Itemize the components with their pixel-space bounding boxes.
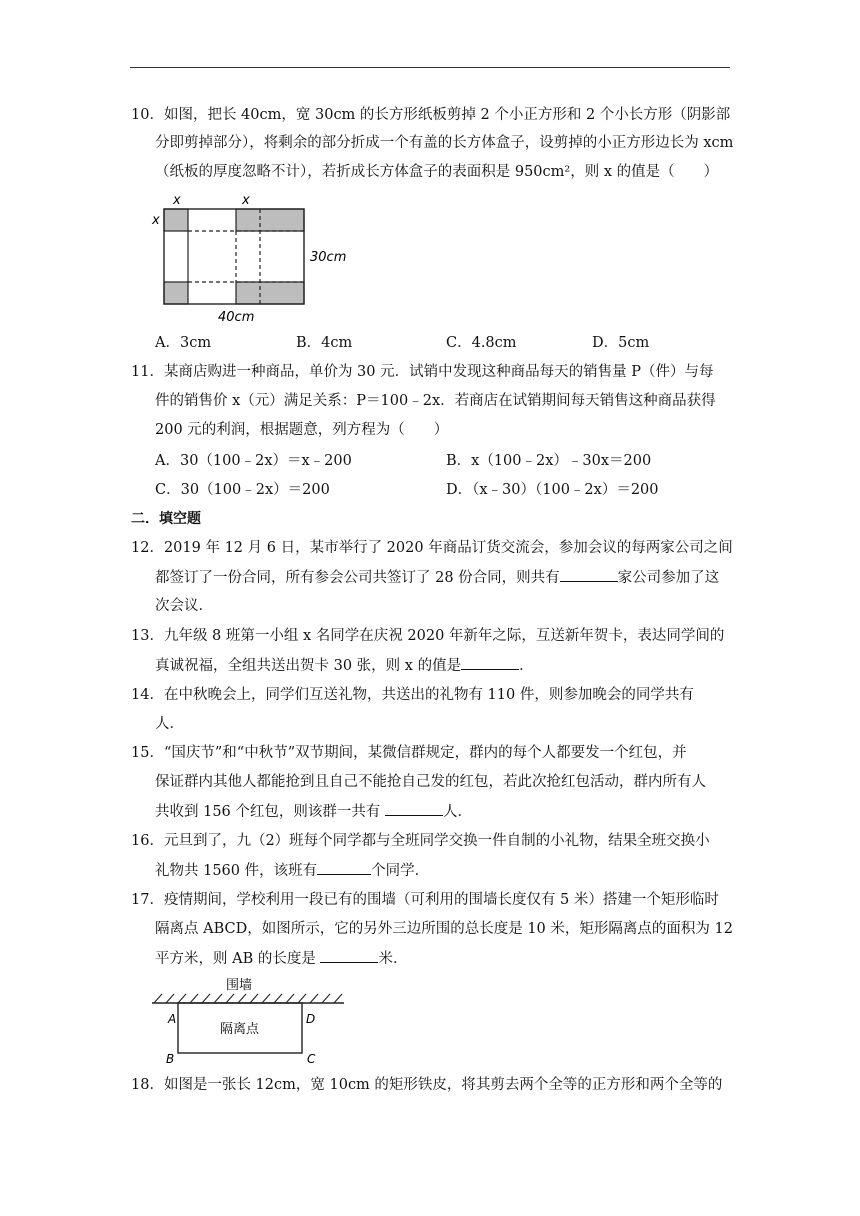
q15-answer-blank — [385, 800, 443, 816]
q17-line3: 平方米，则 AB 的长度是 米． — [155, 947, 407, 970]
q12-answer-blank — [560, 566, 618, 582]
q13-answer-blank — [461, 654, 519, 670]
fig-label-x1: x — [173, 193, 181, 208]
wall-hatching — [154, 994, 342, 1003]
cut-square-top-left — [164, 209, 188, 231]
q17-answer-blank — [320, 947, 378, 963]
fig-label-x2: x — [242, 193, 250, 208]
q16-answer-blank — [317, 859, 371, 875]
q10-line3: （纸板的厚度忽略不计），若折成长方体盒子的表面积是 950cm²，则 x 的值是（ ） — [155, 164, 719, 180]
q15-line3: 共收到 156 个红包，则该群一共有 人． — [155, 800, 472, 823]
q14-line1: 14．在中秋晚会上，同学们互送礼物，共送出的礼物有 110 件，则参加晚会的同学共有 — [131, 687, 694, 703]
vertex-a: A — [168, 1012, 177, 1026]
q11-line2: 件的销售价 x（元）满足关系：P＝100﹣2x．若商店在试销期间每天销售这种商品获得 — [155, 393, 716, 409]
q17-figure — [148, 975, 348, 1067]
header-rule — [130, 67, 730, 68]
q13-line2: 真诚祝福，全组共送出贺卡 30 张，则 x 的值是 ． — [155, 654, 534, 677]
q16-line2: 礼物共 1560 件，该班有 个同学． — [155, 859, 429, 882]
cut-square-bottom-left — [164, 282, 188, 304]
q12-line3: 次会议． — [155, 598, 213, 614]
q11-option-c: C．30（100﹣2x）＝200 — [155, 482, 330, 498]
wall-label: 围墙 — [226, 978, 253, 993]
q14-line2: 人． — [155, 716, 184, 732]
vertex-c: C — [307, 1052, 316, 1066]
center-label: 隔离点 — [220, 1022, 260, 1037]
q15-line1: 15．“国庆节”和“中秋节”双节期间，某微信群规定，群内的每个人都要发一个红包，并 — [131, 745, 687, 761]
fig-label-x-left: x — [152, 213, 160, 228]
q11-option-d: D．（x﹣30）（100﹣2x）＝200 — [446, 482, 659, 498]
q10-option-a: A．3cm — [155, 335, 212, 351]
q11-option-a: A．30（100﹣2x）＝x﹣200 — [155, 453, 352, 469]
q12-line2: 都签订了一份合同，所有参会公司共签订了 28 份合同，则共有 家公司参加了这 — [155, 566, 719, 589]
q17-line2: 隔离点 ABCD，如图所示，它的另外三边所围的总长度是 10 米，矩形隔离点的面积为 12 — [155, 921, 733, 937]
q11-line1: 11．某商店购进一种商品，单价为 30 元．试销中发现这种商品每天的销售量 P（件）与每 — [131, 364, 714, 380]
q12-line1: 12．2019 年 12 月 6 日，某市举行了 2020 年商品订货交流会，参加会议的每两家公司之间 — [131, 540, 733, 556]
q10-line1: 10．如图，把长 40cm，宽 30cm 的长方形纸板剪掉 2 个小正方形和 2 个小长方形（阴影部 — [131, 107, 731, 123]
q15-line2: 保证群内其他人都能抢到且自己不能抢自己发的红包，若此次抢红包活动，群内所有人 — [155, 774, 706, 790]
fig-label-width: 40cm — [218, 310, 255, 325]
q10-option-d: D．5cm — [592, 335, 650, 351]
q11-line3: 200 元的利润，根据题意，列方程为（ ） — [155, 422, 449, 438]
q11-option-b: B．x（100﹣2x）﹣30x＝200 — [446, 453, 652, 469]
q13-line1: 13．九年级 8 班第一小组 x 名同学在庆祝 2020 年新年之际，互送新年贺卡，表达同学间的 — [131, 628, 725, 644]
cut-rect-bottom-right — [236, 282, 304, 304]
q10-option-c: C．4.8cm — [446, 335, 517, 351]
q10-line2: 分即剪掉部分），将剩余的部分折成一个有盖的长方体盒子，设剪掉的小正方形边长为 xcm — [155, 135, 734, 151]
vertex-b: B — [166, 1052, 175, 1066]
cut-rect-top-right — [236, 209, 304, 231]
fig-label-height: 30cm — [310, 250, 347, 265]
q10-option-b: B．4cm — [296, 335, 353, 351]
q16-line1: 16．元旦到了，九（2）班每个同学都与全班同学交换一件自制的小礼物，结果全班交换小 — [131, 833, 710, 849]
q18-line1: 18．如图是一张长 12cm，宽 10cm 的矩形铁皮，将其剪去两个全等的正方形和两个全等的 — [131, 1077, 723, 1093]
section-title-fill-blank: 二．填空题 — [131, 511, 201, 527]
q17-line1: 17．疫情期间，学校利用一段已有的围墙（可利用的围墙长度仅有 5 米）搭建一个矩形临时 — [131, 892, 719, 908]
q10-figure — [148, 190, 368, 325]
vertex-d: D — [306, 1012, 316, 1026]
